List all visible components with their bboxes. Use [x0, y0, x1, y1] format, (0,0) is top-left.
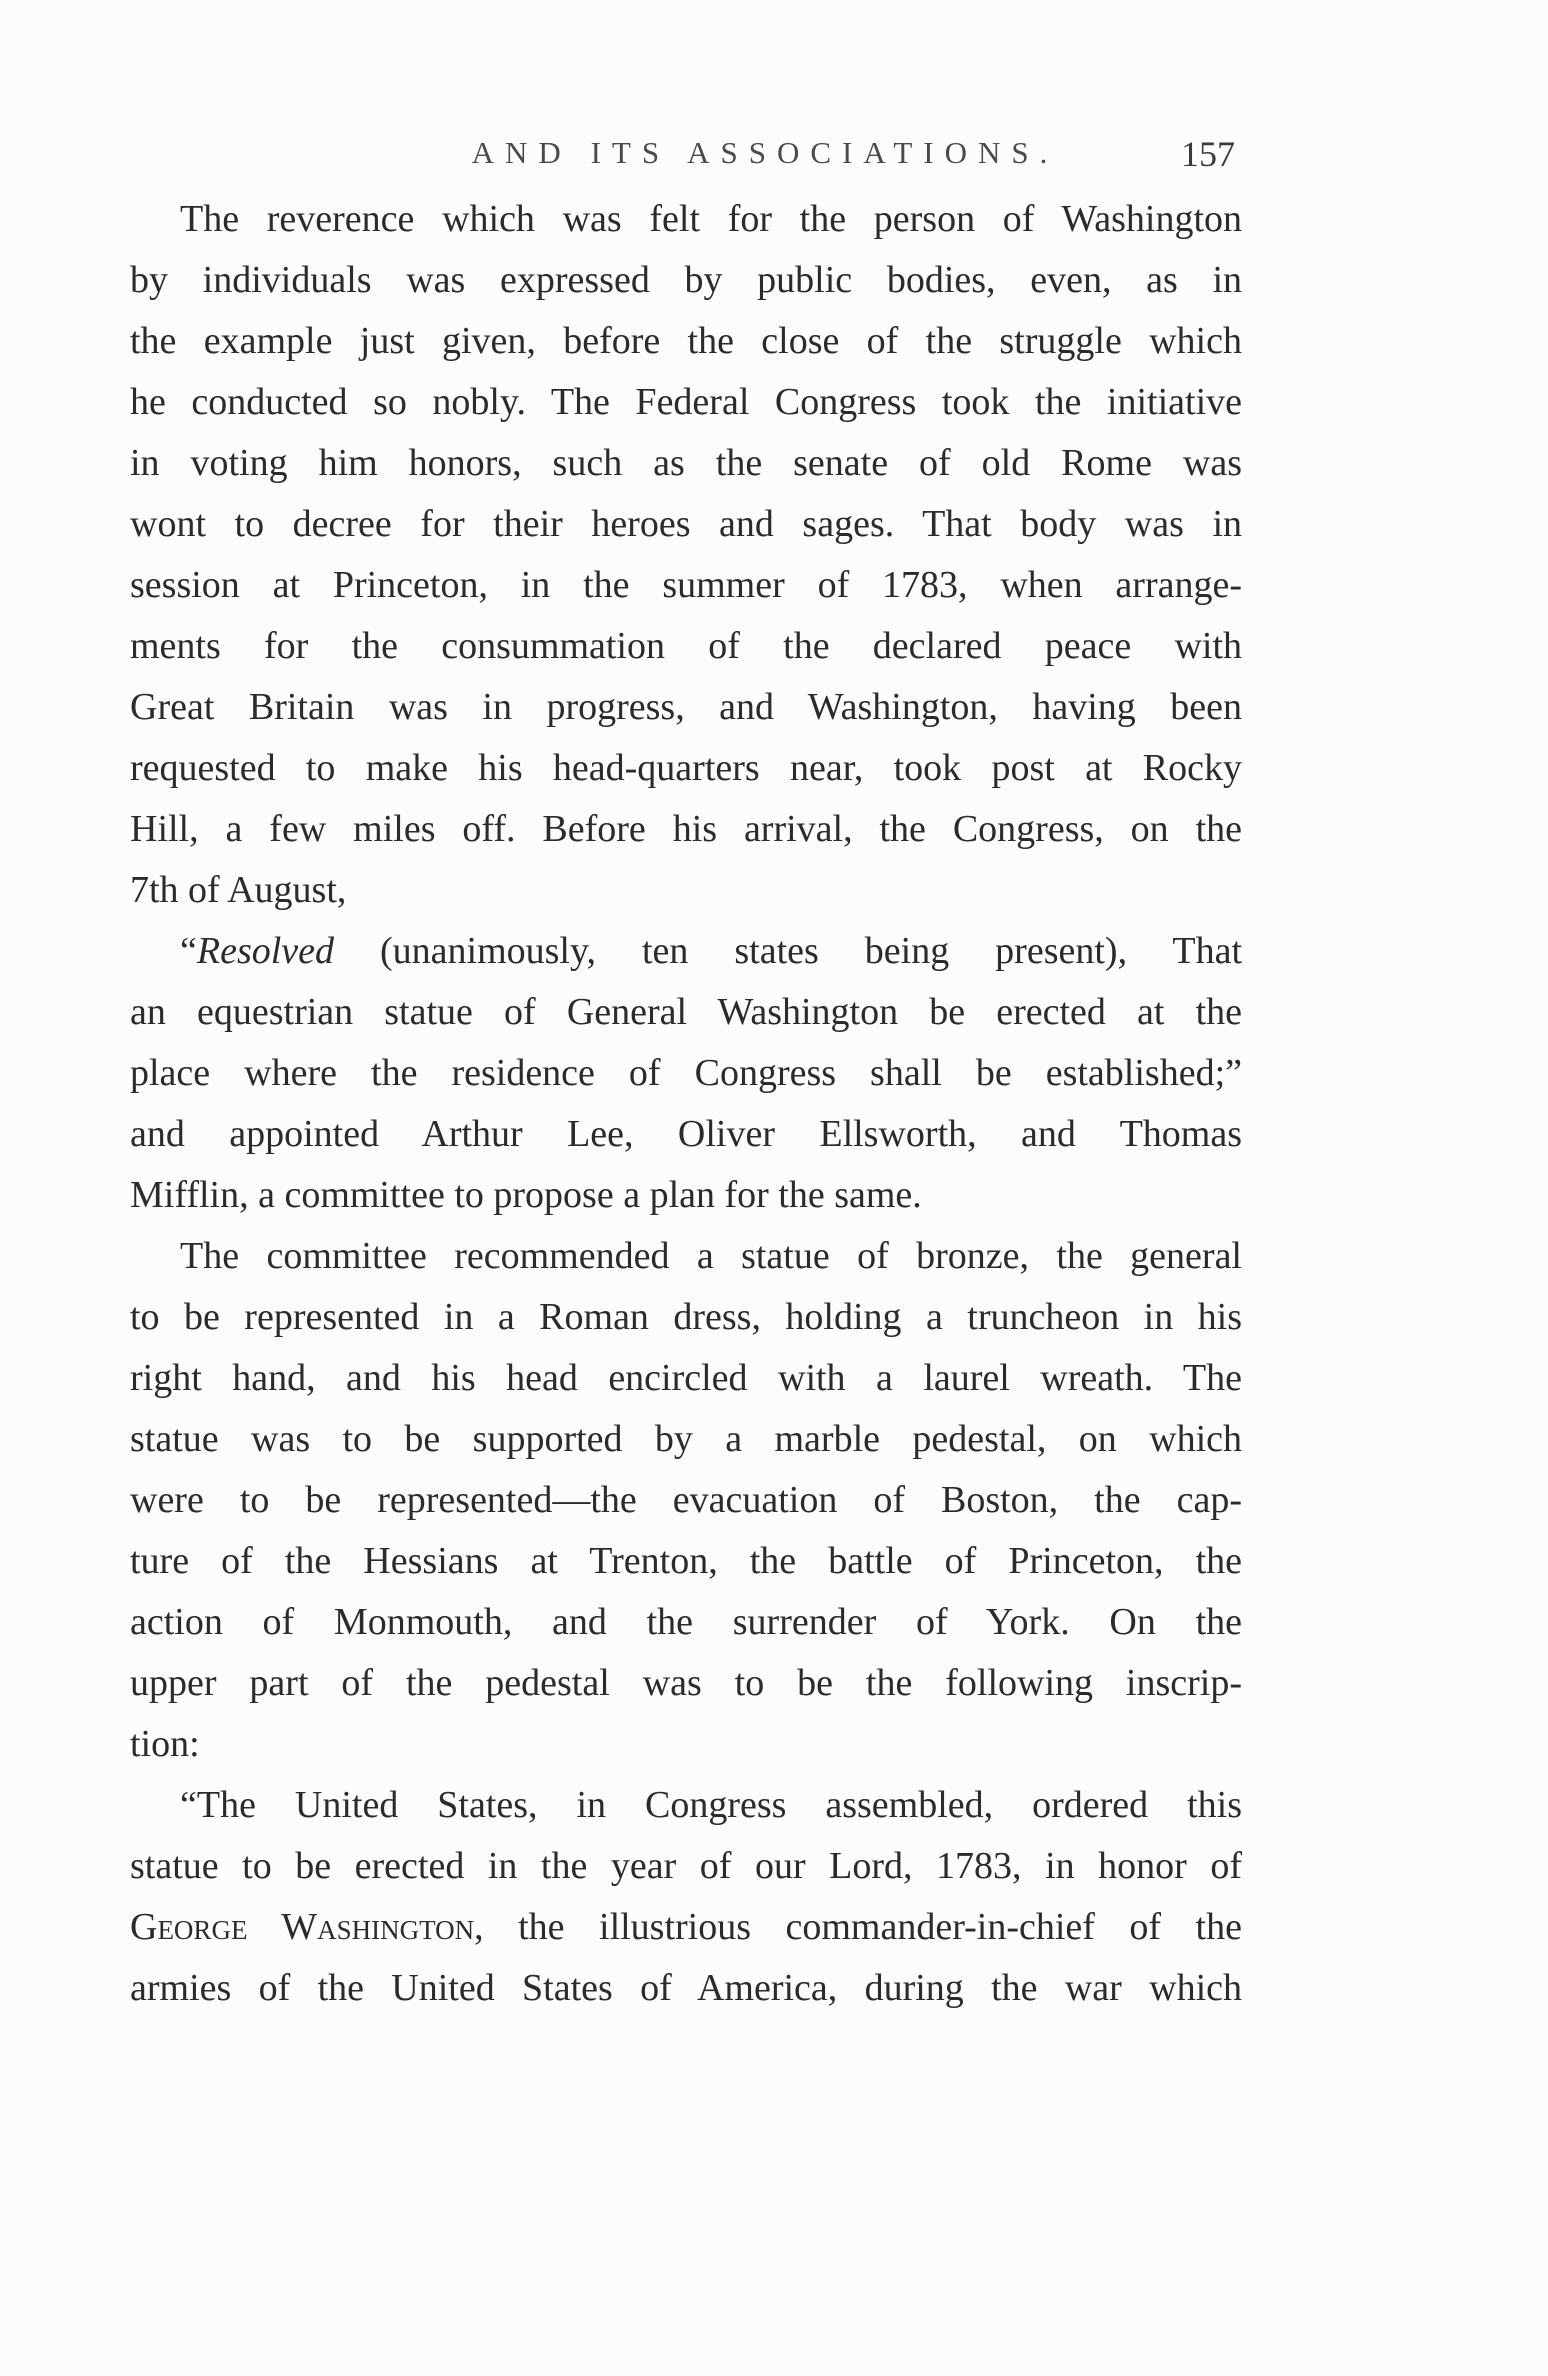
- text-line: “The United States, in Congress assembled, ordered this: [180, 1784, 1242, 1826]
- text-line: ments for the consummation of the declared peace with: [130, 625, 1242, 667]
- body-text: [130, 190, 1242, 2130]
- text-line: upper part of the pedestal was to be the following inscrip-: [130, 1662, 1242, 1704]
- text-line: 7th of August,: [130, 869, 347, 911]
- text-line: ture of the Hessians at Trenton, the battle of Princeton, the: [130, 1540, 1242, 1582]
- text-line: he conducted so nobly. The Federal Congress took the initiative: [130, 381, 1242, 423]
- text-line: Mifflin, a committee to propose a plan for the same.: [130, 1174, 922, 1216]
- open-quote: “: [180, 930, 197, 972]
- resolved-word: Resolved: [196, 930, 335, 972]
- text-line: and appointed Arthur Lee, Oliver Ellsworth, and Thomas: [130, 1113, 1242, 1155]
- text-line: requested to make his head-quarters near, took post at Rocky: [130, 747, 1242, 789]
- washington-name: George Washington: [130, 1906, 475, 1948]
- text-line: The reverence which was felt for the person of Washington: [180, 198, 1242, 240]
- inscription-name-line: [130, 1898, 1242, 1956]
- text-line: The committee recommended a statue of bronze, the general: [180, 1235, 1242, 1277]
- text-line: Hill, a few miles off. Before his arrival, the Congress, on the: [130, 808, 1242, 850]
- text-line: action of Monmouth, and the surrender of York. On the: [130, 1601, 1242, 1643]
- text-line: statue to be erected in the year of our Lord, 1783, in honor of: [130, 1845, 1242, 1887]
- text-line: the example just given, before the close of the struggle which: [130, 320, 1242, 362]
- text-line: wont to decree for their heroes and sages. That body was in: [130, 503, 1242, 545]
- text-line: tion:: [130, 1723, 200, 1765]
- text-line: place where the residence of Congress shall be established;”: [130, 1052, 1242, 1094]
- resolution-rest: (unanimously, ten states being present), That: [334, 930, 1242, 972]
- text-line: were to be represented—the evacuation of Boston, the cap-: [130, 1479, 1242, 1521]
- running-title: AND ITS ASSOCIATIONS.: [471, 135, 1059, 170]
- text-line: right hand, and his head encircled with a laurel wreath. The: [130, 1357, 1242, 1399]
- text-line: by individuals was expressed by public bodies, even, as in: [130, 259, 1242, 301]
- resolution-line: [130, 922, 1242, 980]
- text-line: to be represented in a Roman dress, holding a truncheon in his: [130, 1296, 1242, 1338]
- running-head: [395, 135, 1235, 185]
- page-number: 157: [1181, 134, 1235, 174]
- inscription-rest: , the illustrious commander-in-chief of the: [474, 1906, 1242, 1948]
- text-line: statue was to be supported by a marble pedestal, on which: [130, 1418, 1242, 1460]
- text-line: an equestrian statue of General Washington be erected at the: [130, 991, 1242, 1033]
- text-line: armies of the United States of America, during the war which: [130, 1967, 1242, 2009]
- text-line: Great Britain was in progress, and Washington, having been: [130, 686, 1242, 728]
- text-line: session at Princeton, in the summer of 1783, when arrange-: [130, 564, 1242, 606]
- text-line: in voting him honors, such as the senate of old Rome was: [130, 442, 1242, 484]
